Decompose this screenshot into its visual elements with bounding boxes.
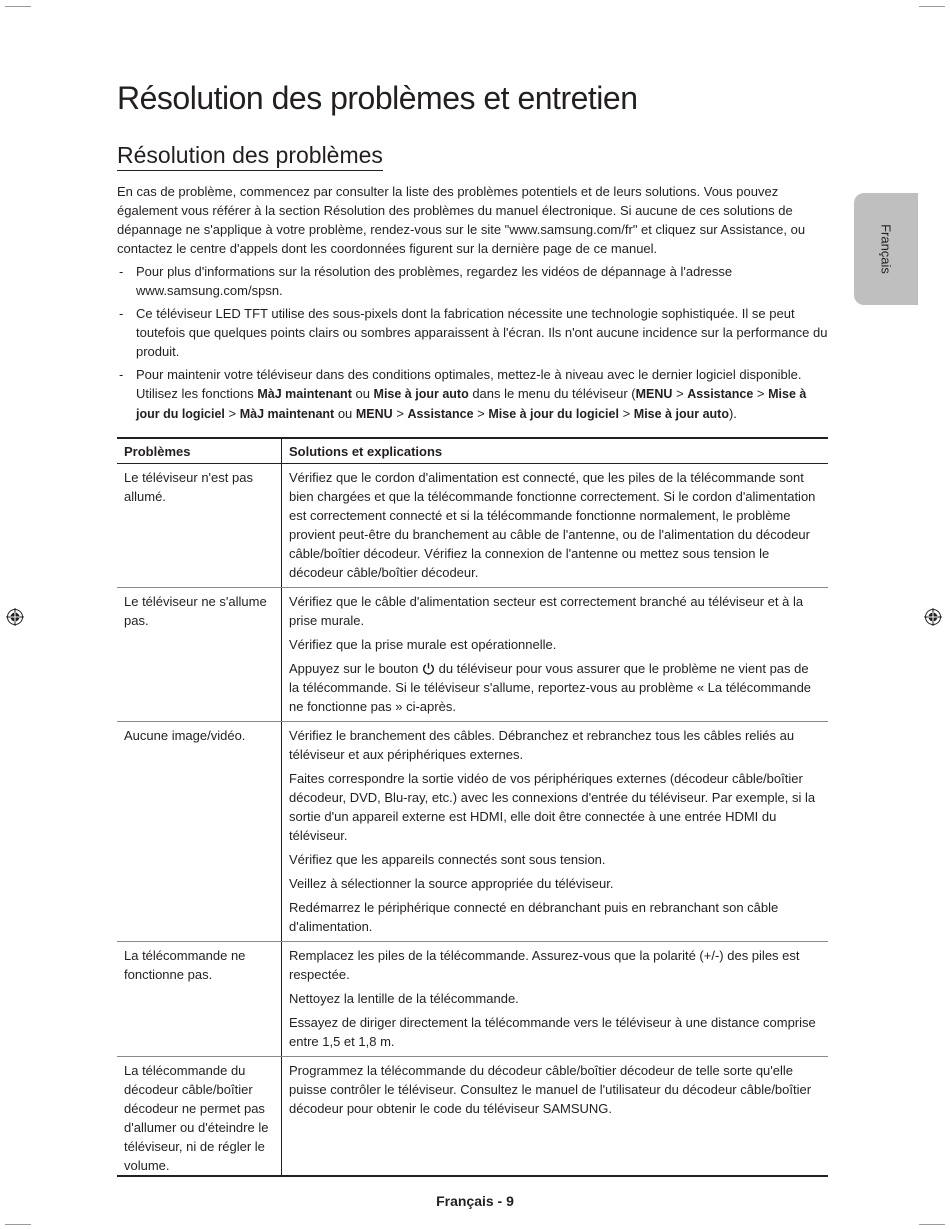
note-text: ). — [728, 406, 737, 421]
page-content — [117, 78, 828, 1177]
registration-mark-icon — [6, 608, 24, 626]
note-text: > — [672, 386, 688, 401]
crop-mark-bottom-left — [5, 1224, 31, 1225]
table-row — [117, 464, 828, 588]
menu-keyword: MàJ maintenant — [257, 387, 352, 401]
solution-cell — [282, 722, 829, 942]
menu-keyword: MENU — [355, 407, 393, 421]
solution-text: Redémarrez le périphérique connecté en débranchant puis en rebranchant son câble d'alimentation. — [289, 900, 779, 934]
solution-text: Faites correspondre la sortie vidéo de vos périphériques externes (décodeur câble/boîtier décodeur, DVD, Blu-ray, etc.) avec les connexions d'entrée du téléviseur. Par exemple, si la sortie d'un appareil externe est HDMI, elle doit être connectée à une entrée HDMI du téléviseur. — [289, 771, 816, 843]
solution-text: Vérifiez que le cordon d'alimentation est connecté, que les piles de la télécommande sont bien chargées et que la télécommande fonctionne correctement. Si le cordon d'alimentation est correctement connecté et si la télécommande fonctionne normalement, le problème provient peut-être du branchement au câble de l'antenne, ou de l'alimentation du décodeur câble/boîtier décodeur. Vérifiez la connexion de l'antenne ou mettez sous tension le décodeur câble/boîtier décodeur. — [289, 470, 816, 580]
menu-keyword: Mise à jour auto — [633, 407, 729, 421]
note-videos: - Pour plus d'informations sur la résolution des problèmes, regardez les vidéos de dépannage à l'adresse www.samsung.com/spsn. — [117, 262, 828, 300]
problem-cell: Le téléviseur ne s'allume pas. — [117, 588, 282, 722]
note-text: > — [224, 406, 240, 421]
note-subpixels: - Ce téléviseur LED TFT utilise des sous-pixels dont la fabrication nécessite une technologie sophistiquée. Il se peut toutefois que quelques points clairs ou sombres apparaissent à l'écran. Ils n'ont aucune incidence sur la performance du produit. — [117, 304, 828, 361]
solution-text: Veillez à sélectionner la source appropriée du téléviseur. — [289, 876, 614, 891]
crop-mark-top-left — [5, 6, 31, 7]
solution-text: Remplacez les piles de la télécommande. Assurez-vous que la polarité (+/-) des piles est respectée. — [289, 948, 800, 982]
menu-keyword: Assistance — [407, 407, 474, 421]
power-icon — [422, 662, 435, 675]
registration-mark-icon — [924, 608, 942, 626]
note-text: > — [392, 406, 408, 421]
table-row — [117, 588, 828, 722]
solution-text: Vérifiez que la prise murale est opérationnelle. — [289, 637, 557, 652]
note-text: Pour maintenir votre téléviseur dans des conditions optimales, mettez-le à niveau avec le dernier logiciel disponible. Utilisez les fonctions — [136, 367, 802, 401]
solution-text: Programmez la télécommande du décodeur câble/boîtier décodeur de telle sorte qu'elle puisse contrôler le téléviseur. Consultez le manuel de l'utilisateur du décodeur câble/boîtier décodeur pour obtenir le code du téléviseur SAMSUNG. — [289, 1063, 812, 1116]
note-text: ou — [351, 386, 374, 401]
language-tab — [854, 193, 918, 305]
page-footer: Français - 9 — [436, 1193, 514, 1209]
page-title: Résolution des problèmes et entretien — [117, 80, 638, 116]
note-text: dans le menu du téléviseur ( — [468, 386, 636, 401]
solution-text: Vérifiez que le câble d'alimentation secteur est correctement branché au téléviseur et à la prise murale. — [289, 594, 804, 628]
solution-cell — [282, 1057, 829, 1177]
note-software-update — [117, 365, 828, 424]
problem-cell: La télécommande ne fonctionne pas. — [117, 942, 282, 1057]
problem-cell: Le téléviseur n'est pas allumé. — [117, 464, 282, 588]
menu-keyword: Assistance — [687, 387, 754, 401]
solution-text — [289, 659, 821, 716]
troubleshooting-table — [117, 437, 828, 1177]
solution-text: Essayez de diriger directement la télécommande vers le téléviseur à une distance comprise entre 1,5 et 1,8 m. — [289, 1015, 816, 1049]
menu-keyword: Mise à jour du logiciel — [488, 407, 619, 421]
menu-keyword: MàJ maintenant — [239, 407, 335, 421]
solution-text: Vérifiez que les appareils connectés sont sous tension. — [289, 852, 606, 867]
note-text: > — [473, 406, 489, 421]
table-row — [117, 722, 828, 942]
crop-mark-top-right — [919, 6, 945, 7]
problem-cell: La télécommande du décodeur câble/boîtier décodeur ne permet pas d'allumer ou d'éteindre le téléviseur, ni de régler le volume. — [117, 1057, 282, 1177]
menu-keyword: Mise à jour auto — [373, 387, 469, 401]
column-header-solutions: Solutions et explications — [282, 438, 829, 464]
section-title: Résolution des problèmes — [117, 140, 383, 171]
menu-keyword: Mise à jour du logiciel — [136, 387, 807, 421]
solution-cell — [282, 942, 829, 1057]
menu-keyword: MENU — [635, 387, 673, 401]
solution-cell — [282, 588, 829, 722]
note-text: > — [618, 406, 634, 421]
column-header-problems: Problèmes — [117, 438, 282, 464]
notes-list — [117, 262, 828, 424]
table-row — [117, 1057, 828, 1177]
solution-text-part: Appuyez sur le bouton — [289, 661, 422, 676]
problem-cell: Aucune image/vidéo. — [117, 722, 282, 942]
table-row — [117, 942, 828, 1057]
note-text: > — [753, 386, 769, 401]
table-header-row — [117, 438, 828, 464]
language-tab-label: Français — [878, 224, 894, 274]
intro-paragraph: En cas de problème, commencez par consulter la liste des problèmes potentiels et de leurs solutions. Vous pouvez également vous référer à la section Résolution des problèmes du manuel électronique. Si aucune de ces solutions de dépannage ne s'applique à votre problème, rendez-vous sur le site "www.samsung.com/fr" et cliquez sur Assistance, ou contactez le centre d'appels dont les coordonnées figurent sur la dernière page de ce manuel. — [117, 184, 806, 256]
solution-cell — [282, 464, 829, 588]
note-text: ou — [334, 406, 356, 421]
crop-mark-bottom-right — [919, 1224, 945, 1225]
solution-text: Nettoyez la lentille de la télécommande. — [289, 991, 519, 1006]
solution-text: Vérifiez le branchement des câbles. Débranchez et rebranchez tous les câbles reliés au téléviseur et aux périphériques externes. — [289, 728, 795, 762]
solution-text-part: du téléviseur pour vous assurer que le problème ne vient pas de la télécommande. Si le téléviseur s'allume, reportez-vous au problème « La télécommande ne fonctionne pas » ci-après. — [289, 661, 812, 714]
